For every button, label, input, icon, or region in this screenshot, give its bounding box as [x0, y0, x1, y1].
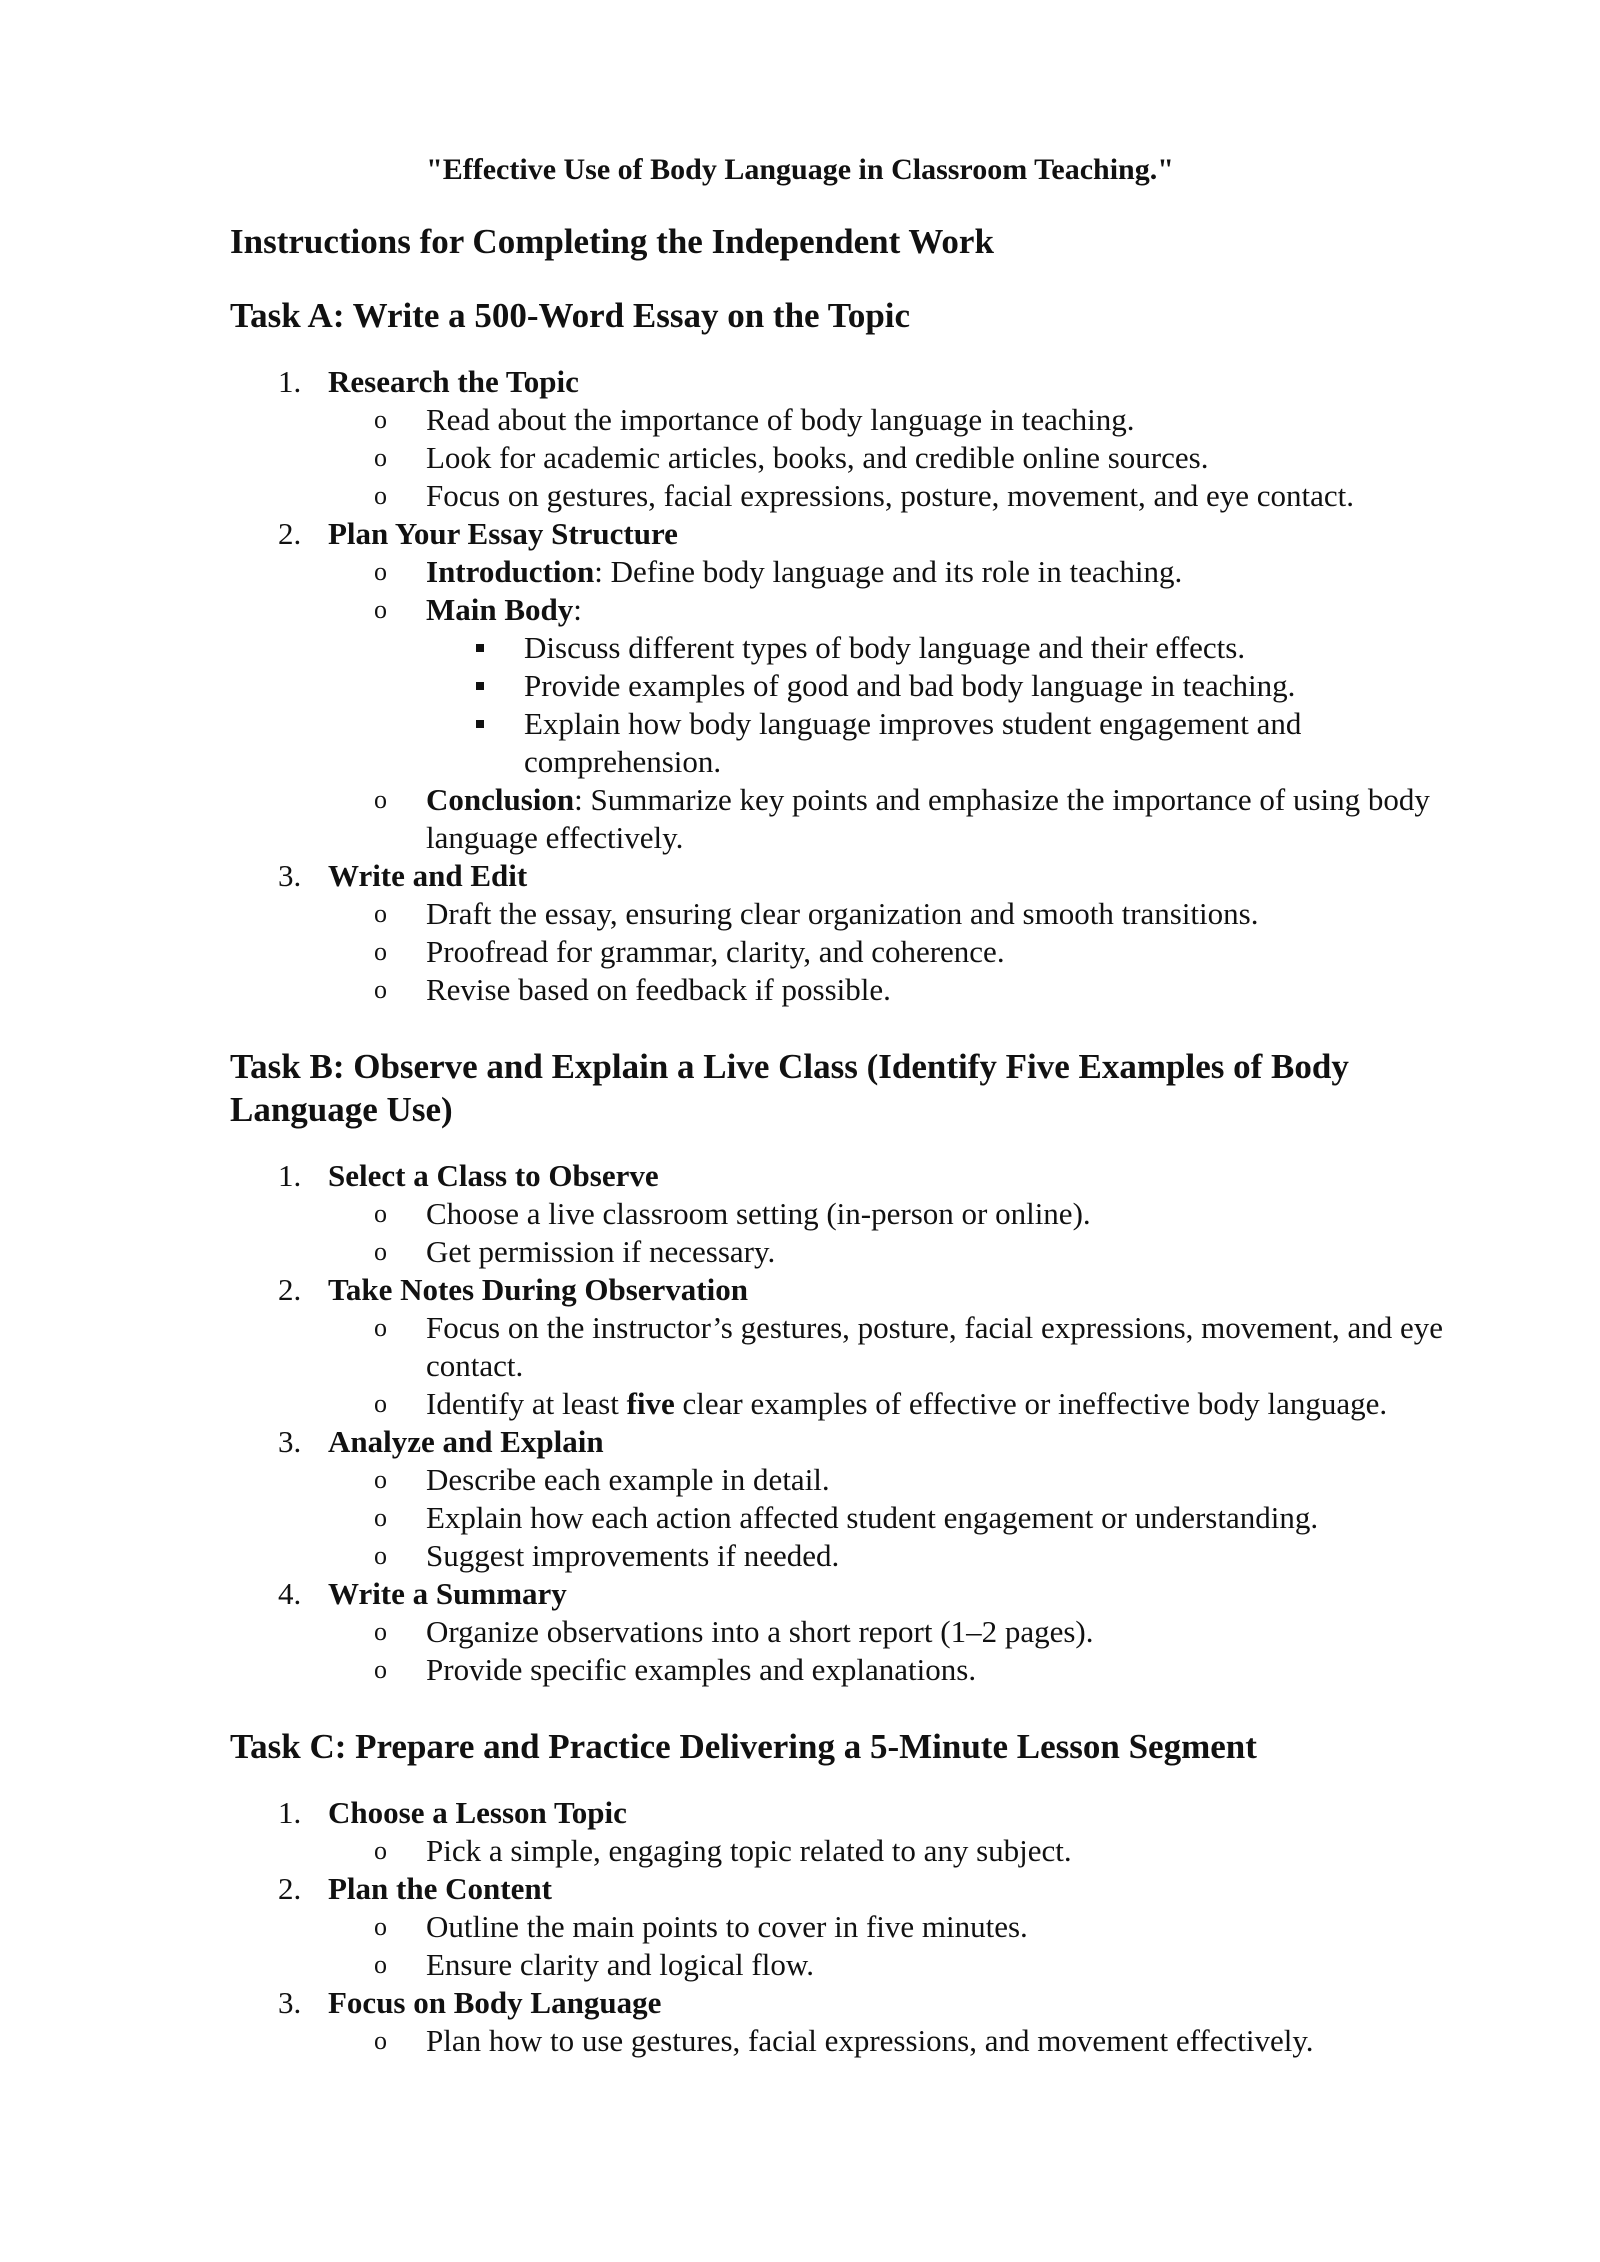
- task-c-step-3: [230, 1984, 1500, 2060]
- task-c-section: [230, 1725, 1500, 2060]
- step-title: Select a Class to Observe: [328, 1158, 659, 1193]
- task-a-heading: Task A: Write a 500-Word Essay on the Topic: [230, 296, 911, 335]
- bullet-text: Provide specific examples and explanations.: [426, 1652, 977, 1687]
- list-item: [328, 781, 1500, 857]
- list-item: [328, 895, 1500, 933]
- bullet-text: Discuss different types of body language and their effects.: [524, 630, 1246, 665]
- step-number: 3.: [278, 858, 302, 893]
- bullet-label: Conclusion: [426, 782, 575, 817]
- task-b-steps: [230, 1157, 1500, 1689]
- square-bullet-icon: [476, 720, 484, 728]
- circle-bullet-icon: o: [374, 1465, 387, 1494]
- step-title: Take Notes During Observation: [328, 1272, 748, 1307]
- bullet-label: Main Body: [426, 592, 574, 627]
- list-item: [426, 667, 1500, 705]
- list-item: [328, 1908, 1500, 1946]
- list-item: [328, 401, 1500, 439]
- step-number: 2.: [278, 1871, 302, 1906]
- emphasis-text: five: [626, 1386, 675, 1421]
- bullet-text: : Define body language and its role in teaching.: [594, 554, 1183, 589]
- bullet-text: Ensure clarity and logical flow.: [426, 1947, 814, 1982]
- circle-bullet-icon: o: [374, 1389, 387, 1418]
- step-number: 2.: [278, 516, 302, 551]
- bullet-text: Plan how to use gestures, facial expressions, and movement effectively.: [426, 2023, 1314, 2058]
- bullet-list: [328, 895, 1500, 1009]
- bullet-text: Focus on gestures, facial expressions, posture, movement, and eye contact.: [426, 478, 1355, 513]
- list-item: [328, 1461, 1500, 1499]
- circle-bullet-icon: o: [374, 557, 387, 586]
- step-number: 2.: [278, 1272, 302, 1307]
- list-item: [328, 2022, 1500, 2060]
- circle-bullet-icon: o: [374, 1503, 387, 1532]
- bullet-text: Explain how body language improves student engagement and comprehension.: [524, 706, 1302, 779]
- circle-bullet-icon: o: [374, 595, 387, 624]
- bullet-text: Revise based on feedback if possible.: [426, 972, 891, 1007]
- list-item: [328, 1613, 1500, 1651]
- square-bullet-icon: [476, 682, 484, 690]
- circle-bullet-icon: o: [374, 1237, 387, 1266]
- circle-bullet-icon: o: [374, 1199, 387, 1228]
- sub-bullet-list: [426, 629, 1500, 781]
- bullet-text: Provide examples of good and bad body language in teaching.: [524, 668, 1296, 703]
- list-item: [328, 439, 1500, 477]
- task-a-step-1: [230, 363, 1500, 515]
- task-a-step-3: [230, 857, 1500, 1009]
- task-a-steps: [230, 363, 1500, 1009]
- bullet-text: :: [573, 592, 582, 627]
- circle-bullet-icon: o: [374, 1313, 387, 1342]
- circle-bullet-icon: o: [374, 2026, 387, 2055]
- circle-bullet-icon: o: [374, 443, 387, 472]
- document-title: "Effective Use of Body Language in Classroom Teaching.": [426, 153, 1174, 186]
- circle-bullet-icon: o: [374, 1541, 387, 1570]
- task-b-step-2: [230, 1271, 1500, 1423]
- step-title: Choose a Lesson Topic: [328, 1795, 627, 1830]
- step-title: Analyze and Explain: [328, 1424, 604, 1459]
- list-item: [328, 1385, 1500, 1423]
- bullet-text: Suggest improvements if needed.: [426, 1538, 840, 1573]
- bullet-text: Focus on the instructor’s gestures, posture, facial expressions, movement, and eye contact.: [426, 1310, 1444, 1383]
- circle-bullet-icon: o: [374, 1836, 387, 1865]
- bullet-list: [328, 1309, 1500, 1423]
- list-item: [328, 1195, 1500, 1233]
- task-b-section: [230, 1045, 1500, 1689]
- bullet-text: Get permission if necessary.: [426, 1234, 776, 1269]
- bullet-list: [328, 1908, 1500, 1984]
- step-number: 3.: [278, 1985, 302, 2020]
- bullet-list: [328, 401, 1500, 515]
- list-item: [328, 477, 1500, 515]
- step-number: 1.: [278, 1158, 302, 1193]
- list-item: [328, 971, 1500, 1009]
- list-item: [328, 1651, 1500, 1689]
- step-number: 1.: [278, 364, 302, 399]
- step-title: Plan the Content: [328, 1871, 552, 1906]
- bullet-list: [328, 1195, 1500, 1271]
- bullet-list: [328, 553, 1500, 857]
- list-item: [328, 1946, 1500, 1984]
- bullet-text: Identify at least: [426, 1386, 627, 1421]
- list-item: [328, 1233, 1500, 1271]
- bullet-list: [328, 2022, 1500, 2060]
- list-item: [328, 1537, 1500, 1575]
- task-c-heading: Task C: Prepare and Practice Delivering a 5-Minute Lesson Segment: [230, 1727, 1257, 1766]
- circle-bullet-icon: o: [374, 785, 387, 814]
- bullet-list: [328, 1613, 1500, 1689]
- list-item: [328, 1832, 1500, 1870]
- bullet-text: Explain how each action affected student engagement or understanding.: [426, 1500, 1319, 1535]
- task-c-step-1: [230, 1794, 1500, 1870]
- bullet-text: Proofread for grammar, clarity, and coherence.: [426, 934, 1005, 969]
- circle-bullet-icon: o: [374, 1912, 387, 1941]
- bullet-text: Outline the main points to cover in five minutes.: [426, 1909, 1028, 1944]
- bullet-text: Draft the essay, ensuring clear organization and smooth transitions.: [426, 896, 1259, 931]
- task-b-heading: Task B: Observe and Explain a Live Class (Identify Five Examples of Body Language Use): [230, 1047, 1349, 1129]
- bullet-text: Read about the importance of body language in teaching.: [426, 402, 1135, 437]
- step-number: 1.: [278, 1795, 302, 1830]
- bullet-text: : Summarize key points and emphasize the importance of using body language effectively.: [426, 782, 1430, 855]
- circle-bullet-icon: o: [374, 481, 387, 510]
- bullet-text: Choose a live classroom setting (in-person or online).: [426, 1196, 1091, 1231]
- list-item: [328, 1309, 1500, 1385]
- task-b-step-4: [230, 1575, 1500, 1689]
- bullet-text: Look for academic articles, books, and credible online sources.: [426, 440, 1209, 475]
- step-title: Write and Edit: [328, 858, 528, 893]
- square-bullet-icon: [476, 644, 484, 652]
- task-a-section: [230, 294, 1500, 1009]
- bullet-list: [328, 1461, 1500, 1575]
- step-title: Research the Topic: [328, 364, 579, 399]
- task-c-step-2: [230, 1870, 1500, 1984]
- document-body: [230, 220, 1500, 2060]
- circle-bullet-icon: o: [374, 405, 387, 434]
- task-b-step-3: [230, 1423, 1500, 1575]
- bullet-label: Introduction: [426, 554, 595, 589]
- step-title: Write a Summary: [328, 1576, 567, 1611]
- list-item: [328, 591, 1500, 781]
- list-item: [328, 933, 1500, 971]
- bullet-text: Describe each example in detail.: [426, 1462, 830, 1497]
- bullet-text: clear examples of effective or ineffective body language.: [674, 1386, 1388, 1421]
- step-number: 3.: [278, 1424, 302, 1459]
- bullet-list: [328, 1832, 1500, 1870]
- task-c-steps: [230, 1794, 1500, 2060]
- step-title: Focus on Body Language: [328, 1985, 662, 2020]
- list-item: [426, 629, 1500, 667]
- list-item: [328, 553, 1500, 591]
- circle-bullet-icon: o: [374, 937, 387, 966]
- step-number: 4.: [278, 1576, 302, 1611]
- circle-bullet-icon: o: [374, 1655, 387, 1684]
- task-b-step-1: [230, 1157, 1500, 1271]
- step-title: Plan Your Essay Structure: [328, 516, 678, 551]
- circle-bullet-icon: o: [374, 1617, 387, 1646]
- circle-bullet-icon: o: [374, 975, 387, 1004]
- bullet-text: Pick a simple, engaging topic related to any subject.: [426, 1833, 1072, 1868]
- task-a-step-2: [230, 515, 1500, 857]
- circle-bullet-icon: o: [374, 899, 387, 928]
- bullet-text: Organize observations into a short report (1–2 pages).: [426, 1614, 1094, 1649]
- instructions-heading: Instructions for Completing the Independent Work: [230, 222, 994, 261]
- list-item: [328, 1499, 1500, 1537]
- list-item: [426, 705, 1500, 781]
- circle-bullet-icon: o: [374, 1950, 387, 1979]
